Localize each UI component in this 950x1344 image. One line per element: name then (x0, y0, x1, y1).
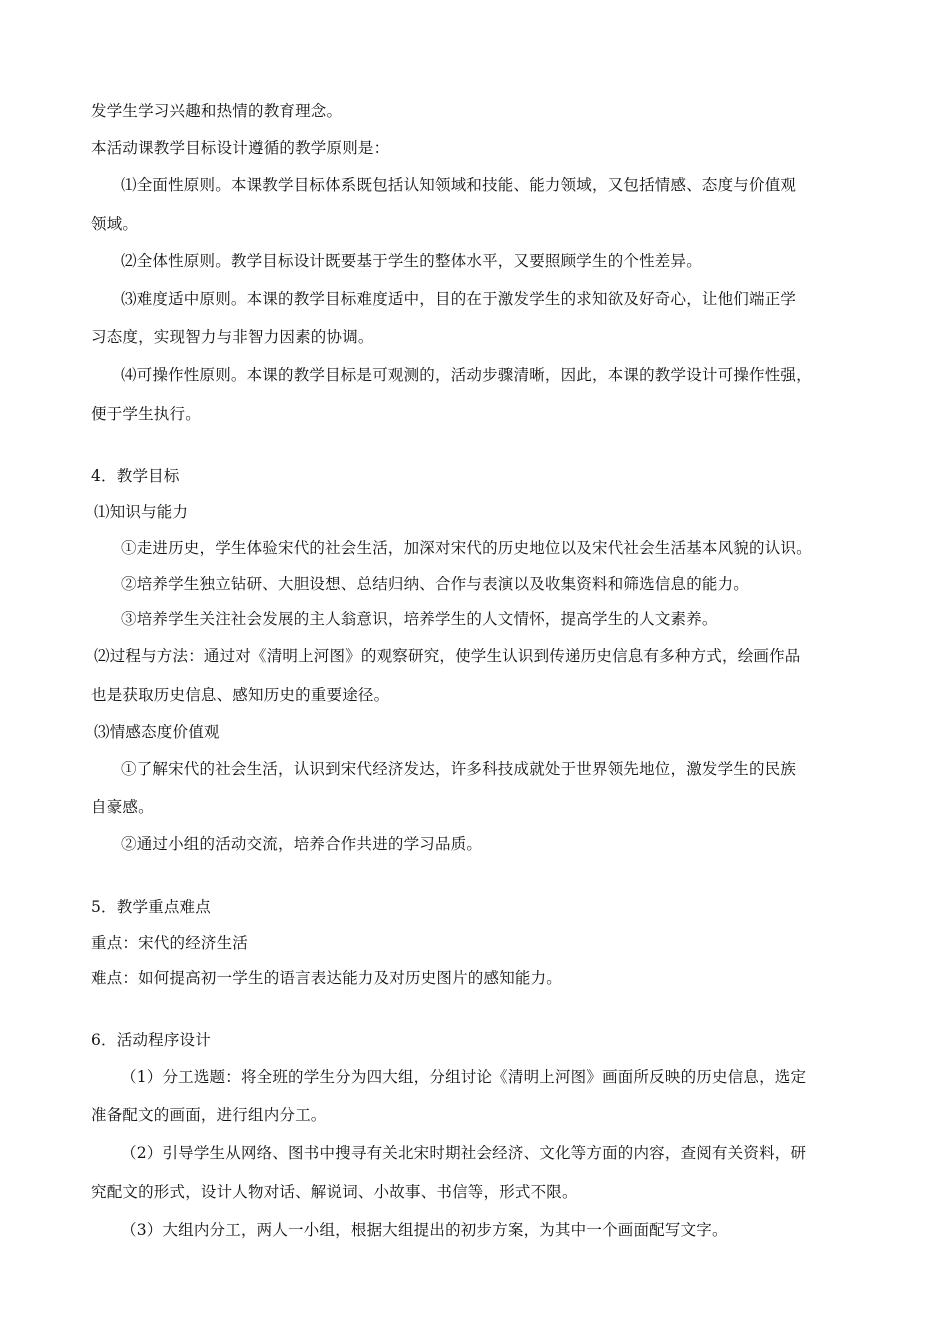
text-line: ①了解宋代的社会生活，认识到宋代经济发达，许多科技成就处于世界领先地位，激发学生的民族 (121, 760, 797, 778)
text-line: （1）分工选题：将全班的学生分为四大组，分组讨论《清明上河图》画面所反映的历史信息，选定 (121, 1068, 807, 1086)
text-line: ②培养学生独立钻研、大胆设想、总结归纳、合作与表演以及收集资料和筛选信息的能力。 (121, 575, 750, 593)
text-line: ⑷可操作性原则。本课的教学目标是可观测的，活动步骤清晰，因此，本课的教学设计可操作性强， (121, 366, 812, 384)
text-line: ③培养学生关注社会发展的主人翁意识，培养学生的人文情怀，提高学生的人文素养。 (121, 610, 718, 628)
text-line: 便于学生执行。 (91, 405, 201, 423)
section-heading: 4．教学目标 (91, 467, 180, 485)
text-line: ①走进历史，学生体验宋代的社会生活，加深对宋代的历史地位以及宋代社会生活基本风貌的认识。 (121, 539, 812, 557)
text-line: 准备配文的画面，进行组内分工。 (91, 1106, 327, 1124)
text-line: 领域。 (91, 215, 139, 233)
section-heading: 5．教学重点难点 (91, 898, 211, 916)
text-line: ⑶难度适中原则。本课的教学目标难度适中，目的在于激发学生的求知欲及好奇心，让他们端正学 (121, 290, 797, 308)
text-line: 发学生学习兴趣和热情的教育理念。 (91, 102, 343, 120)
text-line: （3）大组内分工，两人一小组，根据大组提出的初步方案，为其中一个画面配写文字。 (121, 1221, 728, 1239)
subsection-heading: ⑶情感态度价值观 (94, 723, 220, 741)
text-line: 习态度，实现智力与非智力因素的协调。 (91, 328, 374, 346)
section-heading: 6．活动程序设计 (91, 1031, 211, 1049)
text-line: ⑵全体性原则。教学目标设计既要基于学生的整体水平，又要照顾学生的个性差异。 (121, 252, 702, 270)
text-line: （2）引导学生从网络、图书中搜寻有关北宋时期社会经济、文化等方面的内容，查阅有关资料，研 (121, 1144, 807, 1162)
text-line: ⑵过程与方法：通过对《清明上河图》的观察研究，使学生认识到传递历史信息有多种方式，绘画作品 (94, 647, 801, 665)
text-line: 究配文的形式，设计人物对话、解说词、小故事、书信等，形式不限。 (91, 1183, 578, 1201)
text-line: ②通过小组的活动交流，培养合作共进的学习品质。 (121, 835, 483, 853)
text-line: 重点：宋代的经济生活 (91, 934, 249, 952)
text-line: 难点：如何提高初一学生的语言表达能力及对历史图片的感知能力。 (91, 969, 563, 987)
text-line: ⑴全面性原则。本课教学目标体系既包括认知领域和技能、能力领域，又包括情感、态度与价值观 (121, 176, 797, 194)
text-line: 也是获取历史信息、感知历史的重要途径。 (91, 686, 390, 704)
text-line: 本活动课教学目标设计遵循的教学原则是： (91, 139, 390, 157)
subsection-heading: ⑴知识与能力 (94, 503, 189, 521)
text-line: 自豪感。 (91, 798, 154, 816)
